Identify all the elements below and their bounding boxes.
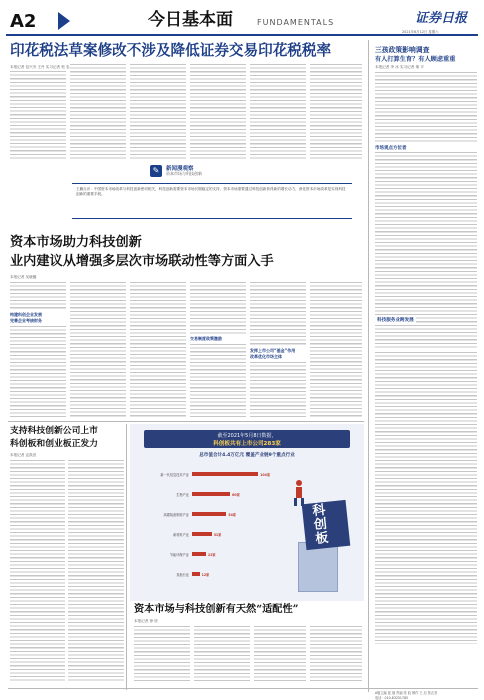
bar-value-label: 22家 [208, 553, 216, 557]
second-subhead-5: 改革优化市场主体 [250, 354, 282, 359]
bar [192, 492, 230, 496]
second-article-col4b [190, 344, 246, 418]
bar [192, 572, 200, 576]
main-headline: 印花税法草案修改不涉及降低证券交易印花税税率 [10, 42, 332, 59]
sidebar-divider [368, 40, 369, 692]
bar-value-label: 54家 [228, 513, 236, 517]
main-article-col4 [190, 64, 246, 159]
quote-box-text: 王鹏点评：中国资本市场改革与科技创新密切相关，科技创新需要资本市场长期稳定的支持，资本市场需要通过科技创新获得新的增长动力，深化资本市场改革是实现科技创新的重要手段。 [76, 187, 346, 197]
second-subhead-1: 构建科创企业发展 [10, 312, 42, 317]
sidebar-mid-text-2 [375, 352, 477, 644]
sidebar-top-subtitle: 有人打算生育？有人顾虑重重 [375, 56, 456, 63]
bar-value-label: 12家 [201, 573, 210, 577]
bar-value-label: 104家 [260, 473, 271, 477]
left-byline: 本报记者 孟凯田 [10, 453, 37, 457]
second-headline-line1: 资本市场助力科技创新 [10, 235, 142, 250]
footer-phone: 电话：010-83251785 [375, 696, 409, 700]
second-article-col6 [310, 282, 362, 418]
second-article-col3 [130, 282, 186, 418]
bottom-article-col2 [194, 626, 250, 682]
header-rule [6, 34, 478, 36]
quote-box-body [72, 183, 352, 219]
main-article-col6 [310, 64, 362, 159]
second-article-col5b [250, 362, 306, 418]
bar-category-label: 新材料产业 [173, 533, 189, 537]
section-title-en: FUNDAMENTALS [257, 18, 335, 27]
bar-value-label: 31家 [213, 533, 222, 537]
infographic [130, 424, 364, 601]
bar [192, 532, 212, 536]
footer-rule [8, 688, 478, 689]
quote-box [62, 161, 362, 225]
infographic-banner [144, 430, 350, 448]
bottom-article-col1 [134, 626, 190, 682]
second-headline-line2: 业内建议从增强多层次市场联动性等方面入手 [10, 254, 274, 269]
sector-bar-chart [134, 466, 284, 596]
infographic-banner-line2: 科创板共有上市公司283家 [213, 441, 281, 447]
bar-value-label: 60家 [232, 493, 240, 497]
sidebar-top-title: 三孩政策影响调查 [375, 46, 430, 54]
main-article-col1 [10, 71, 66, 159]
left-headline-line2: 科创板和创业板正发力 [10, 439, 98, 449]
second-article-col5a [250, 282, 306, 346]
kechuang-blocks [290, 472, 358, 596]
header-triangle [58, 12, 70, 30]
quote-box-subheading: 资本市场与科技创新 [166, 171, 202, 176]
bar-category-label: 生物产业 [176, 493, 189, 497]
sidebar-top-text [375, 72, 477, 144]
left-lower-divider [126, 424, 127, 690]
sidebar-bottom-title: 科技服务业跨发展 [377, 318, 414, 323]
climber-figure [292, 480, 306, 506]
main-byline: 本报记者 包兴安 王丹 实习记者 郭 忠 [10, 65, 70, 69]
second-subhead-2: 完善企业考核财务 [10, 318, 42, 323]
left-article-col2 [68, 460, 124, 682]
main-article-col2 [70, 64, 126, 159]
second-article-col1 [10, 282, 66, 310]
bar [192, 512, 226, 516]
left-headline-line1: 支持科技创新公司上市 [10, 426, 98, 436]
second-article-col1b [10, 326, 66, 418]
second-byline: 本报记者 吴晓璐 [10, 275, 37, 279]
bottom-byline: 本报记者 徐 欣 [134, 619, 158, 623]
bar-category-label: 新一代信息技术产业 [160, 473, 189, 477]
bottom-headline: 资本市场与科技创新有天然“适配性” [134, 603, 299, 615]
infographic-banner-line1: 截至2021年5月8日数据， [217, 433, 277, 439]
second-article-col2 [70, 282, 126, 418]
kechuang-vertical-text: 科创板 [311, 502, 330, 548]
bar-category-label: 其他行业 [176, 573, 189, 577]
sidebar-top-byline: 本报记者 李 冰 实习记者 秦 平 [375, 65, 424, 69]
main-article-col5 [250, 64, 306, 159]
bar [192, 472, 258, 476]
infographic-summary: 总市值合计4.4万亿元 覆盖产业链9个重点行业 [199, 453, 295, 458]
second-subhead-3: 交易制度政策激励 [190, 336, 222, 341]
main-article-col3 [130, 64, 186, 159]
bottom-article-col3 [254, 626, 306, 682]
masthead-logo: 证券日报 [415, 11, 468, 26]
bar [192, 552, 206, 556]
page-number: A2 [10, 11, 37, 32]
quote-box-heading: 新闻漫观察 [166, 166, 194, 172]
dateline: 2021年6月12日 星期六 [402, 30, 439, 34]
section-rule-1 [8, 421, 364, 422]
bar-category-label: 高端装备制造产业 [163, 513, 189, 517]
second-article-col4a [190, 282, 246, 334]
section-title: 今日基本面 [148, 10, 233, 30]
page-header [0, 8, 484, 34]
bar-category-label: 节能环保产业 [169, 553, 189, 557]
sidebar-quote-heading: 市场观点方位者 [375, 146, 407, 151]
left-article-col1 [10, 460, 65, 682]
footer-credits: A版主编 蓝 瑞 责编 张 骁 制作 王 迟 张志坚 [375, 691, 438, 695]
second-subhead-4: 发挥上市公司“基金”作用 [250, 348, 296, 353]
bottom-article-col4 [310, 626, 362, 682]
quote-box-icon: ✎ [150, 165, 162, 177]
